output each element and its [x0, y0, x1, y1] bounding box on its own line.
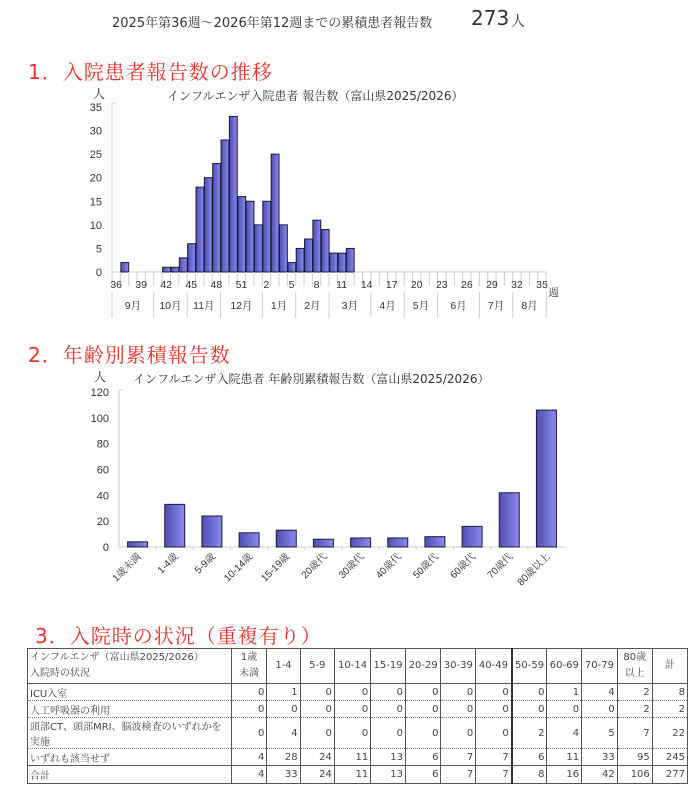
table-cell: 2 [512, 718, 547, 749]
column-header-line2: 未満 [239, 668, 260, 679]
row-label: 合計 [28, 766, 232, 784]
y-tick-label: 20 [96, 516, 109, 529]
summary-text: 2025年第36週〜2026年第12週までの累積患者報告数 [112, 16, 433, 31]
table-cell: 0 [512, 701, 547, 718]
table-cell: 11 [547, 749, 582, 766]
column-header-line1: 40-49 [478, 660, 508, 671]
bar [171, 267, 179, 272]
table-cell: 0 [476, 701, 512, 718]
bar [179, 258, 187, 272]
table-cell: 11 [334, 766, 370, 784]
table-cell: 4 [582, 684, 618, 701]
table-cell: 245 [652, 749, 687, 766]
table-cell: 0 [267, 701, 300, 718]
bar [313, 220, 321, 272]
x-tick-label: 32 [511, 279, 523, 291]
bar [246, 201, 254, 272]
table-cell: 6 [405, 766, 441, 784]
row-label: 人工呼吸器の利用 [28, 701, 232, 718]
table-header-label [28, 649, 232, 684]
row-label: 頭部CT、頭部MRI、脳波検査のいずれかを実施 [28, 718, 232, 749]
table-cell: 8 [652, 684, 687, 701]
bar [305, 239, 313, 272]
y-tick-label: 30 [89, 125, 102, 138]
table-cell: 0 [441, 684, 476, 701]
bar [271, 154, 279, 272]
bar [128, 542, 148, 547]
y-tick-label: 60 [96, 464, 109, 477]
summary-unit: 人 [511, 14, 525, 30]
x-category-label: 1歳未満 [110, 551, 144, 585]
table-cell: 6 [512, 749, 547, 766]
x-tick-label: 14 [360, 279, 373, 291]
column-header-line1: 60-69 [549, 660, 579, 671]
bar [213, 164, 221, 272]
table-row [28, 749, 688, 766]
bar [499, 493, 519, 547]
x-tick-label: 48 [210, 279, 223, 291]
table-cell: 6 [405, 749, 441, 766]
table-cell: 2 [617, 701, 652, 718]
admission-status-table [27, 648, 688, 784]
table-cell: 0 [334, 701, 370, 718]
table-cell: 33 [267, 766, 300, 784]
x-tick-label: 26 [461, 279, 473, 291]
table-cell: 11 [334, 749, 370, 766]
month-label: 11月 [193, 300, 215, 312]
month-label: 10月 [159, 300, 182, 312]
column-header [652, 649, 687, 684]
column-header-line1: 1歳 [240, 652, 258, 663]
x-tick-label: 8 [313, 279, 320, 291]
table-header-row [28, 649, 688, 684]
x-tick-label: 20 [410, 279, 423, 291]
bar [263, 201, 271, 272]
x-tick-label: 2 [263, 279, 270, 291]
x-category-label: 40歳代 [374, 551, 404, 582]
x-tick-label: 45 [185, 279, 198, 291]
y-tick-label: 80 [96, 438, 109, 451]
bar [204, 178, 212, 272]
table-cell: 7 [476, 766, 512, 784]
table-cell: 0 [371, 684, 406, 701]
table-cell: 1 [267, 684, 300, 701]
table-cell: 7 [441, 766, 476, 784]
column-header-line1: 10-14 [338, 660, 368, 671]
column-header [334, 649, 370, 684]
month-label: 8月 [521, 300, 538, 312]
bar [254, 225, 262, 272]
y-tick-label: 40 [96, 490, 109, 503]
table-cell: 5 [582, 718, 618, 749]
x-tick-label: 29 [486, 279, 498, 291]
table-cell: 7 [617, 718, 652, 749]
column-header-line1: 80歳 [623, 652, 647, 663]
table-row [28, 718, 688, 749]
month-label: 6月 [450, 300, 467, 312]
bar [330, 253, 338, 272]
table-cell: 277 [652, 766, 687, 784]
column-header-line1: 5-9 [309, 660, 326, 671]
x-tick-label: 42 [160, 279, 173, 291]
table-cell: 0 [405, 701, 441, 718]
bar [388, 538, 408, 547]
table-cell: 24 [300, 766, 334, 784]
table-cell: 0 [441, 718, 476, 749]
x-tick-label: 36 [110, 279, 123, 291]
x-unit: 週 [548, 287, 559, 299]
section1-title: 1．入院患者報告数の推移 [28, 60, 273, 84]
table-cell: 0 [476, 684, 512, 701]
table-cell: 0 [441, 701, 476, 718]
table-cell: 4 [231, 766, 266, 784]
x-category-label: 70歳代 [485, 551, 516, 582]
bar [338, 253, 346, 272]
table-cell: 95 [617, 749, 652, 766]
table-cell: 0 [405, 718, 441, 749]
table-cell: 0 [547, 701, 582, 718]
bar [313, 539, 333, 547]
month-label: 1月 [270, 300, 288, 312]
y-tick-label: 100 [90, 412, 109, 425]
x-tick-label: 51 [235, 279, 248, 291]
table-cell: 4 [547, 718, 582, 749]
column-header [371, 649, 406, 684]
column-header-line1: 計 [664, 660, 675, 671]
column-header [617, 649, 652, 684]
y-tick-label: 35 [89, 102, 102, 114]
row-label: ICU入室 [28, 684, 232, 701]
x-tick-label: 35 [536, 279, 548, 291]
month-label: 9月 [124, 300, 142, 312]
y-tick-label: 10 [89, 219, 102, 232]
weekly-chart [0, 0, 688, 340]
x-category-label: 80歳以上 [515, 551, 553, 589]
bar [229, 116, 237, 272]
month-label: 5月 [412, 300, 430, 312]
x-tick-label: 39 [135, 279, 148, 291]
bar [188, 244, 196, 272]
y-tick-label: 120 [90, 387, 109, 399]
y-tick-label: 15 [89, 196, 102, 209]
x-category-label: 50歳代 [411, 551, 442, 582]
table-cell: 0 [300, 718, 334, 749]
y-tick-label: 0 [95, 267, 102, 279]
column-header [582, 649, 618, 684]
column-header [441, 649, 476, 684]
table-cell: 2 [652, 701, 687, 718]
column-header-line2: 以上 [624, 668, 645, 679]
y-tick-label: 25 [89, 149, 102, 162]
bar [296, 248, 304, 272]
table-cell: 8 [512, 766, 547, 784]
table-cell: 0 [231, 684, 266, 701]
x-tick-label: 11 [336, 279, 348, 291]
column-header-line1: 50-59 [515, 660, 545, 671]
table-cell: 0 [371, 718, 406, 749]
chart1-y-unit: 人 [93, 87, 106, 101]
y-tick-label: 5 [95, 243, 102, 256]
column-header [231, 649, 266, 684]
bar [221, 140, 229, 272]
table-cell: 1 [547, 684, 582, 701]
column-header [547, 649, 582, 684]
table-cell: 28 [267, 749, 300, 766]
table-cell: 0 [512, 684, 547, 701]
x-category-label: 30歳代 [336, 551, 367, 582]
bar [425, 537, 445, 547]
x-category-label: 15-19歳 [259, 551, 293, 585]
bar [346, 248, 354, 272]
table-cell: 0 [300, 684, 334, 701]
header-label-line1: インフルエンザ（富山県2025/2026） [30, 652, 204, 663]
table-cell: 0 [334, 684, 370, 701]
month-label: 12月 [230, 300, 253, 312]
bar [288, 263, 296, 272]
column-header [267, 649, 300, 684]
summary-count: 273 [471, 6, 510, 30]
column-header [476, 649, 512, 684]
bar [276, 530, 296, 547]
table-cell: 106 [617, 766, 652, 784]
table-cell: 4 [231, 749, 266, 766]
table-cell: 0 [231, 701, 266, 718]
table-cell: 0 [231, 718, 266, 749]
chart2-title: インフルエンザ入院患者 年齢別累積報告数（富山県2025/2026） [133, 372, 490, 386]
x-tick-label: 5 [288, 279, 295, 291]
table-cell: 4 [267, 718, 300, 749]
y-tick-label: 20 [89, 172, 102, 185]
table-cell: 42 [582, 766, 618, 784]
month-label: 7月 [487, 300, 505, 312]
table-cell: 13 [371, 766, 406, 784]
table-cell: 7 [476, 749, 512, 766]
x-tick-label: 23 [435, 279, 448, 291]
month-label: 3月 [341, 300, 359, 312]
table-cell: 2 [617, 684, 652, 701]
header-label-line2: 入院時の状況 [30, 668, 90, 679]
bar [238, 197, 246, 272]
table-cell: 7 [441, 749, 476, 766]
section2-title: 2．年齢別累積報告数 [28, 343, 231, 367]
bar [163, 267, 171, 272]
bar [280, 225, 288, 272]
column-header-line1: 70-79 [584, 660, 614, 671]
bar [239, 533, 259, 547]
table-cell: 16 [547, 766, 582, 784]
row-label: いずれも該当せず [28, 749, 232, 766]
table-cell: 0 [334, 718, 370, 749]
table-cell: 0 [582, 701, 618, 718]
column-header-line1: 30-39 [443, 660, 473, 671]
table-cell: 0 [476, 718, 512, 749]
column-header [405, 649, 441, 684]
table-cell: 22 [652, 718, 687, 749]
column-header-line1: 1-4 [275, 660, 292, 671]
table-cell: 33 [582, 749, 618, 766]
x-tick-label: 17 [385, 279, 398, 291]
bar [462, 526, 482, 547]
section3-title: 3．入院時の状況（重複有り） [35, 624, 322, 648]
table-cell: 0 [371, 701, 406, 718]
y-tick-label: 0 [102, 542, 109, 554]
column-header [512, 649, 547, 684]
table-cell: 0 [300, 701, 334, 718]
table-cell: 0 [405, 684, 441, 701]
age-chart [0, 380, 688, 610]
column-header-line1: 20-29 [408, 660, 438, 671]
table-total-row [28, 766, 688, 784]
bar [321, 230, 329, 272]
table-cell: 13 [371, 749, 406, 766]
x-category-label: 10-14歳 [222, 551, 256, 585]
x-category-label: 20歳代 [299, 551, 330, 582]
table-row [28, 684, 688, 701]
x-category-label: 1-4歳 [155, 551, 181, 577]
bar [351, 538, 371, 547]
bar [121, 263, 129, 272]
month-label: 2月 [304, 300, 321, 312]
chart1-title: インフルエンザ入院患者 報告数（富山県2025/2026） [167, 89, 464, 103]
bar [536, 410, 556, 547]
table-cell: 24 [300, 749, 334, 766]
month-label: 4月 [379, 300, 396, 312]
column-header-line1: 15-19 [373, 660, 403, 671]
bar [202, 516, 222, 547]
column-header [300, 649, 334, 684]
table-row [28, 701, 688, 718]
x-category-label: 5-9歳 [192, 551, 219, 577]
bar [196, 187, 204, 272]
bar [165, 504, 185, 547]
chart2-y-unit: 人 [94, 370, 107, 384]
x-category-label: 60歳代 [448, 551, 479, 582]
